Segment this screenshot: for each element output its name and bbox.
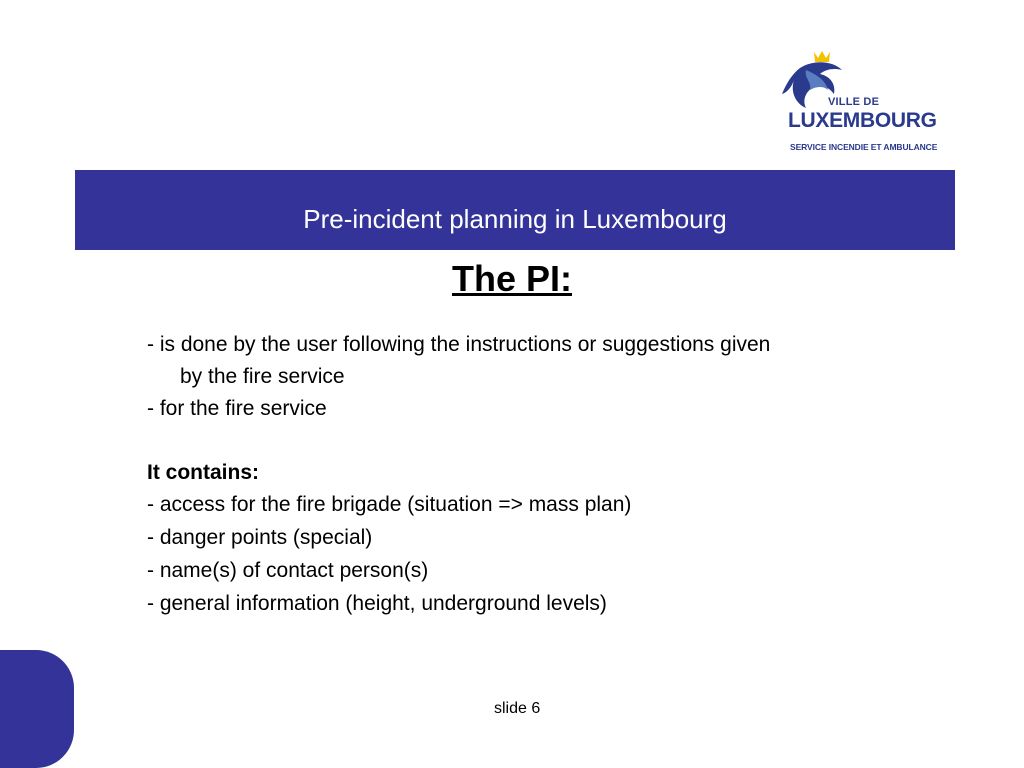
slide-title: Pre-incident planning in Luxembourg: [303, 204, 727, 234]
body-line: by the fire service: [180, 365, 345, 388]
decorative-side-tab: [0, 650, 74, 768]
crown-icon: [814, 51, 830, 62]
logo-text-service: SERVICE INCENDIE ET AMBULANCE: [790, 142, 938, 152]
slide-heading: The PI:: [451, 258, 572, 299]
body-line: - for the fire service: [147, 397, 327, 420]
slide-number: slide 6: [494, 700, 541, 717]
body-line: - danger points (special): [147, 526, 373, 549]
body-line: - is done by the user following the instructions or suggestions given: [147, 333, 771, 356]
logo-text-luxembourg: LUXEMBOURG: [788, 109, 937, 132]
header-band: [75, 170, 955, 250]
body-line: - name(s) of contact person(s): [147, 559, 429, 582]
section-heading: It contains:: [147, 461, 260, 484]
body-line: - access for the fire brigade (situation => mass plan): [147, 493, 632, 516]
body-line: - general information (height, underground levels): [147, 592, 607, 615]
city-logo: [776, 46, 958, 158]
logo-text-ville-de: VILLE DE: [828, 96, 880, 108]
